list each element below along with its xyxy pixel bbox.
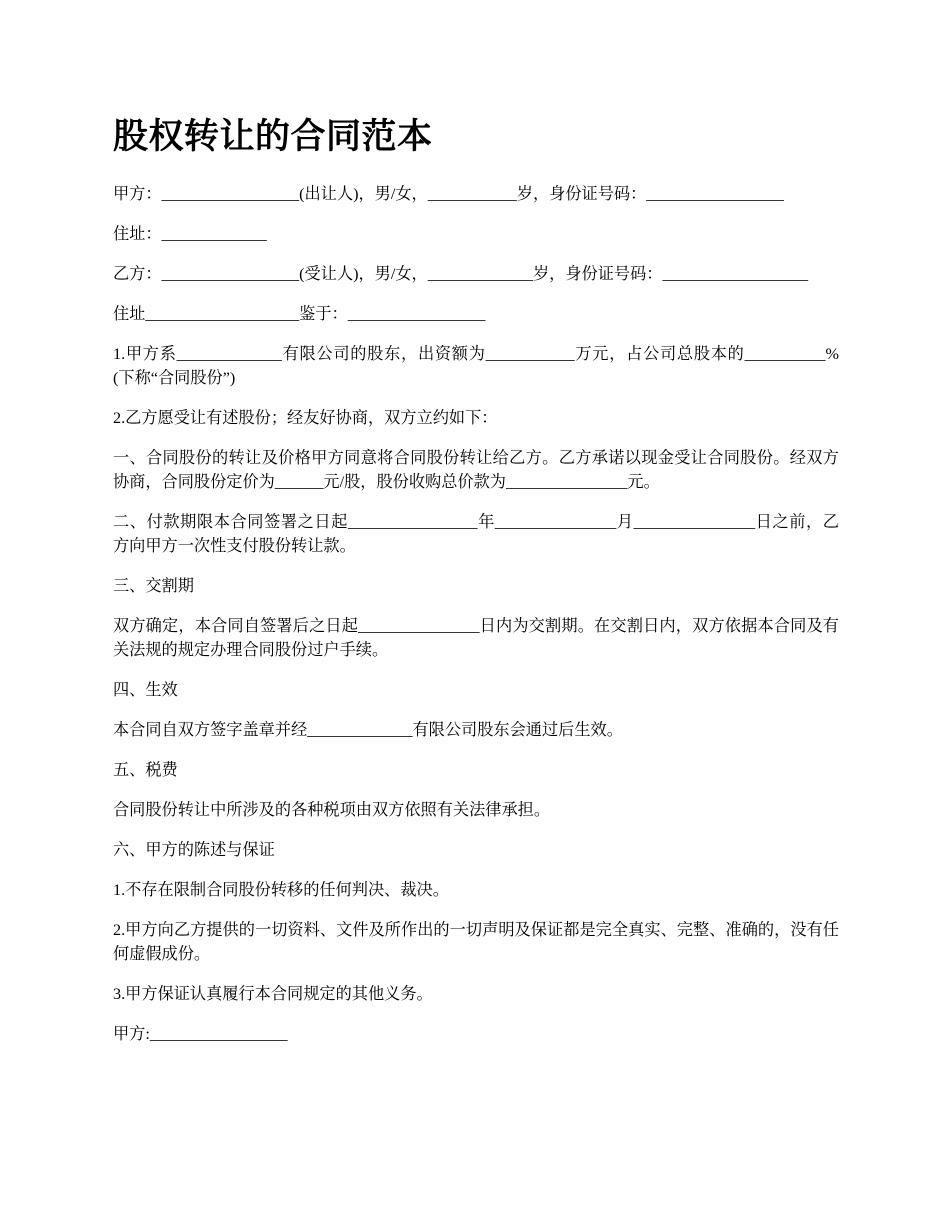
clause-1-transfer-price: 一、合同股份的转让及价格甲方同意将合同股份转让给乙方。乙方承诺以现金受让合同股份。经双方协商，合同股份定价为______元/股，股份收购总价款为_______________元。 — [113, 449, 839, 491]
party-a-signature: 甲方:_________________ — [113, 1025, 288, 1043]
party-a-address: 住址：_____________ — [113, 225, 267, 243]
clause-6-item-1: 1.不存在限制合同股份转移的任何判决、裁决。 — [113, 881, 449, 899]
party-b-address: 住址___________________鉴于：_________________ — [113, 305, 486, 323]
clause-5-body: 合同股份转让中所涉及的各种税项由双方依照有关法律承担。 — [113, 801, 551, 819]
clause-6-item-2: 2.甲方向乙方提供的一切资料、文件及所作出的一切声明及保证都是完全真实、完整、准确的，没有任何虚假成份。 — [113, 921, 839, 963]
clause-3-body: 双方确定，本合同自签署后之日起_______________日内为交割期。在交割日内，双方依据本合同及有关法规的规定办理合同股份过户手续。 — [113, 617, 839, 659]
document-body — [113, 112, 839, 1062]
clause-4-body: 本合同自双方签字盖章并经_____________有限公司股东会通过后生效。 — [113, 721, 623, 739]
clause-2-payment-term: 二、付款期限本合同签署之日起________________年_______________月_______________日之前，乙方向甲方一次性支付股份转让款。 — [113, 513, 839, 555]
clause-6-heading: 六、甲方的陈述与保证 — [113, 841, 275, 859]
clause-6-item-3: 3.甲方保证认真履行本合同规定的其他义务。 — [113, 985, 433, 1003]
clause-5-heading: 五、税费 — [113, 761, 178, 779]
document-title: 股权转让的合同范本 — [113, 117, 433, 156]
clause-4-heading: 四、生效 — [113, 681, 178, 699]
party-a-info: 甲方：_________________(出让人)，男/女，___________岁，身份证号码：_________________ — [113, 185, 784, 203]
recital-1: 1.甲方系_____________有限公司的股东，出资额为___________万元，占公司总股本的__________%(下称“合同股份”) — [113, 345, 839, 387]
party-b-info: 乙方：_________________(受让人)，男/女，_____________岁，身份证号码：__________________ — [113, 265, 809, 283]
clause-3-heading: 三、交割期 — [113, 577, 194, 595]
recital-2: 2.乙方愿受让有述股份；经友好协商，双方立约如下： — [113, 409, 498, 427]
